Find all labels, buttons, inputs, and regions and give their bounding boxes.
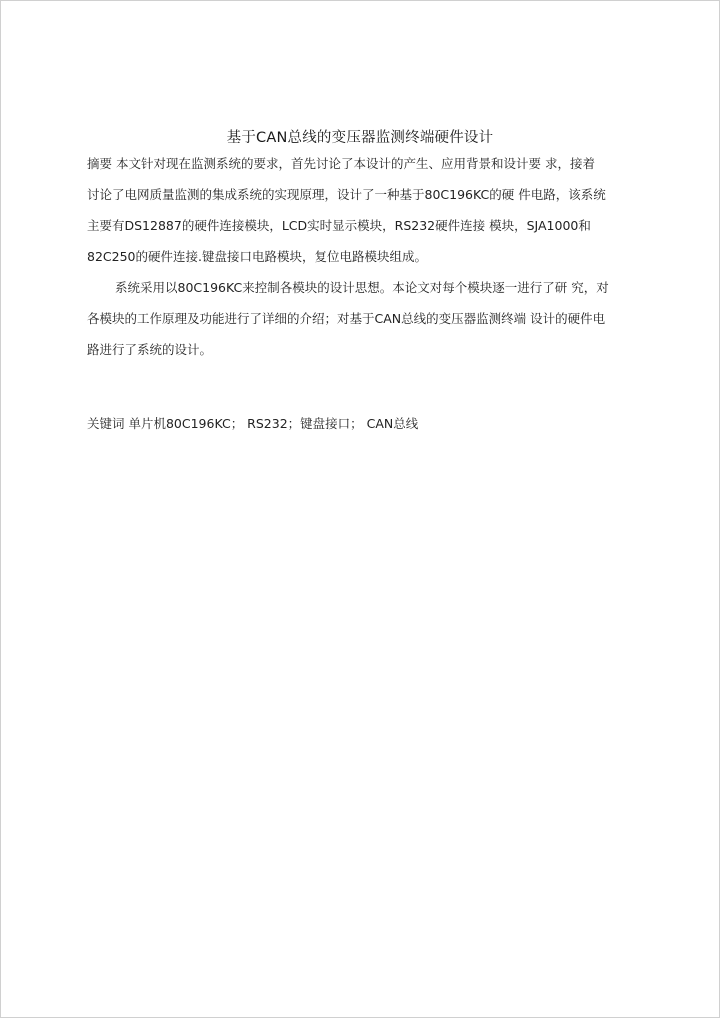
- abstract-line: 路进行了系统的设计。: [87, 342, 213, 357]
- document-title: 基于CAN总线的变压器监测终端硬件设计: [226, 130, 494, 146]
- abstract-line: 讨论了电网质量监测的集成系统的实现原理，设计了一种基于80C196KC的硬 件电路，该系统: [87, 187, 606, 202]
- abstract-line: 82C250的硬件连接.键盘接口电路模块，复位电路模块组成。: [87, 249, 427, 264]
- keywords-line: 关键词 单片机80C196KC； RS232；键盘接口； CAN总线: [87, 416, 419, 431]
- abstract-line: 摘要 本文针对现在监测系统的要求，首先讨论了本设计的产生、应用背景和设计要 求，接着: [87, 156, 595, 171]
- abstract-line: 各模块的工作原理及功能进行了详细的介绍；对基于CAN总线的变压器监测终端 设计的硬件电: [87, 311, 606, 326]
- abstract-line: 系统采用以80C196KC来控制各模块的设计思想。本论文对每个模块逐一进行了研 究，对: [115, 280, 609, 295]
- abstract-line: 主要有DS12887的硬件连接模块，LCD实时显示模块，RS232硬件连接 模块，SJA1000和: [87, 218, 591, 233]
